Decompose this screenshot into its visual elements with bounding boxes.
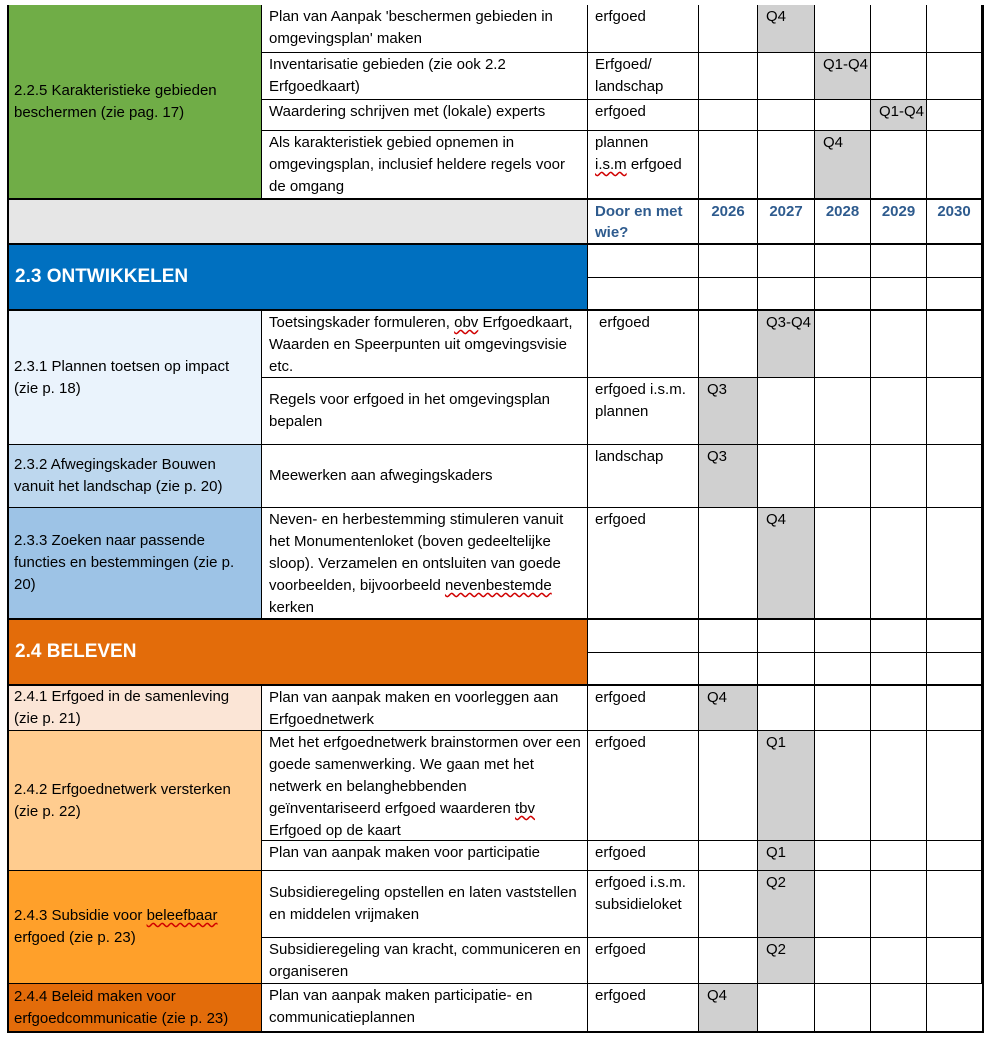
- year-cell-2029: [871, 871, 927, 938]
- year-cell-2026: [699, 5, 758, 53]
- empty-cell: [588, 278, 699, 311]
- quarter-cell-2027: Q4: [758, 508, 815, 620]
- year-cell-2029: [871, 131, 927, 200]
- who-cell: erfgoed: [588, 100, 699, 131]
- task-cell: Meewerken aan afwegingskaders: [262, 445, 588, 508]
- year-cell-2028: [815, 100, 871, 131]
- category-2-4-3: 2.4.3 Subsidie voor beleefbaar erfgoed (zie p. 23): [7, 871, 262, 984]
- empty-cell: [815, 278, 871, 311]
- empty-cell: [815, 653, 871, 686]
- task-cell: Regels voor erfgoed in het omgevingsplan bepalen: [262, 378, 588, 445]
- year-cell-2030: [927, 508, 982, 620]
- who-cell: Erfgoed/ landschap: [588, 53, 699, 100]
- year-cell-2029: [871, 445, 927, 508]
- year-cell-2028: [815, 508, 871, 620]
- year-cell-2026: [699, 841, 758, 871]
- who-cell: erfgoed: [588, 731, 699, 841]
- year-cell-2026: [699, 731, 758, 841]
- empty-cell: [927, 278, 982, 311]
- quarter-cell-2026: Q4: [699, 686, 758, 731]
- empty-cell: [871, 245, 927, 278]
- year-cell-2027: [758, 100, 815, 131]
- empty-cell: [758, 620, 815, 653]
- empty-cell: [699, 653, 758, 686]
- who-cell: erfgoed: [588, 686, 699, 731]
- year-cell-2030: [927, 871, 982, 938]
- empty-cell: [871, 278, 927, 311]
- year-cell-2030: [927, 5, 982, 53]
- quarter-cell-2026: Q3: [699, 445, 758, 508]
- quarter-cell-2027: Q1: [758, 731, 815, 841]
- year-cell-2028: [815, 686, 871, 731]
- year-cell-2026: [699, 53, 758, 100]
- year-cell-2029: [871, 508, 927, 620]
- category-2-4-1: 2.4.1 Erfgoed in de samenleving (zie p. 21): [7, 686, 262, 731]
- who-cell: erfgoed i.s.m. subsidieloket: [588, 871, 699, 938]
- category-2-3-3: 2.3.3 Zoeken naar passende functies en bestemmingen (zie p. 20): [7, 508, 262, 620]
- empty-cell: [588, 245, 699, 278]
- task-cell: Plan van aanpak maken participatie- en communicatieplannen: [262, 984, 588, 1031]
- category-label: 2.2.5 Karakteristieke gebieden beschermen (zie pag. 17): [14, 81, 217, 121]
- year-cell-2030: [927, 378, 982, 445]
- task-cell: Inventarisatie gebieden (zie ook 2.2 Erfgoedkaart): [262, 53, 588, 100]
- quarter-cell-2027: Q2: [758, 938, 815, 984]
- task-cell: Als karakteristiek gebied opnemen in omgevingsplan, inclusief heldere regels voor de omgang: [262, 131, 588, 200]
- task-cell: Plan van Aanpak 'beschermen gebieden in omgevingsplan' maken: [262, 5, 588, 53]
- header-year-2030: 2030: [927, 200, 982, 245]
- year-cell-2027: [758, 131, 815, 200]
- empty-cell: [588, 620, 699, 653]
- year-cell-2029: [871, 311, 927, 378]
- category-2-3-2: 2.3.2 Afwegingskader Bouwen vanuit het landschap (zie p. 20): [7, 445, 262, 508]
- header-blank: [7, 200, 588, 245]
- year-cell-2028: [815, 378, 871, 445]
- section-2-4-title: 2.4 BELEVEN: [7, 620, 588, 686]
- quarter-cell-2026: Q4: [699, 984, 758, 1031]
- empty-cell: [758, 653, 815, 686]
- who-cell: plannen i.s.m erfgoed: [588, 131, 699, 200]
- quarter-cell-2028: Q1-Q4: [815, 53, 871, 100]
- who-cell: erfgoed: [588, 841, 699, 871]
- empty-cell: [927, 653, 982, 686]
- quarter-cell-2029: Q1-Q4: [871, 100, 927, 131]
- empty-cell: [815, 245, 871, 278]
- year-cell-2030: [927, 445, 982, 508]
- who-cell: erfgoed i.s.m. plannen: [588, 378, 699, 445]
- quarter-cell-2027: Q4: [758, 5, 815, 53]
- empty-cell: [699, 620, 758, 653]
- year-cell-2026: [699, 871, 758, 938]
- year-cell-2029: [871, 938, 927, 984]
- empty-cell: [758, 278, 815, 311]
- category-2-4-4: 2.4.4 Beleid maken voor erfgoedcommunicatie (zie p. 23): [7, 984, 262, 1031]
- year-cell-2026: [699, 311, 758, 378]
- planning-table: [7, 5, 984, 1033]
- year-cell-2028: [815, 871, 871, 938]
- task-cell: Waardering schrijven met (lokale) experts: [262, 100, 588, 131]
- header-year-2026: 2026: [699, 200, 758, 245]
- year-cell-2027: [758, 53, 815, 100]
- empty-cell: [871, 653, 927, 686]
- year-cell-2028: [815, 5, 871, 53]
- year-cell-2030: [927, 731, 982, 841]
- year-cell-2029: [871, 686, 927, 731]
- who-cell: erfgoed: [588, 311, 699, 378]
- category-2-2-5: [7, 5, 262, 200]
- quarter-cell-2027: Q3-Q4: [758, 311, 815, 378]
- year-cell-2026: [699, 938, 758, 984]
- empty-cell: [588, 653, 699, 686]
- year-cell-2030: [927, 686, 982, 731]
- empty-cell: [699, 245, 758, 278]
- year-cell-2028: [815, 311, 871, 378]
- empty-cell: [927, 245, 982, 278]
- year-cell-2030: [927, 984, 982, 1031]
- header-who: Door en met wie?: [588, 200, 699, 245]
- year-cell-2027: [758, 378, 815, 445]
- section-2-3-title: 2.3 ONTWIKKELEN: [7, 245, 588, 311]
- header-year-2028: 2028: [815, 200, 871, 245]
- who-cell: erfgoed: [588, 984, 699, 1031]
- empty-cell: [815, 620, 871, 653]
- empty-cell: [699, 278, 758, 311]
- empty-cell: [758, 245, 815, 278]
- category-2-3-1: 2.3.1 Plannen toetsen op impact (zie p. 18): [7, 311, 262, 445]
- task-cell: Subsidieregeling van kracht, communiceren en organiseren: [262, 938, 588, 984]
- year-cell-2030: [927, 131, 982, 200]
- header-year-2029: 2029: [871, 200, 927, 245]
- year-cell-2030: [927, 841, 982, 871]
- quarter-cell-2026: Q3: [699, 378, 758, 445]
- task-cell: Toetsingskader formuleren, obv Erfgoedkaart, Waarden en Speerpunten uit omgevingsvisie etc.: [262, 311, 588, 378]
- who-cell: landschap: [588, 445, 699, 508]
- year-cell-2029: [871, 984, 927, 1031]
- year-cell-2029: [871, 53, 927, 100]
- task-cell: Plan van aanpak maken voor participatie: [262, 841, 588, 871]
- year-cell-2030: [927, 311, 982, 378]
- empty-cell: [927, 620, 982, 653]
- category-2-4-2: 2.4.2 Erfgoednetwerk versterken (zie p. 22): [7, 731, 262, 871]
- quarter-cell-2027: Q1: [758, 841, 815, 871]
- task-cell: Neven- en herbestemming stimuleren vanuit het Monumentenloket (boven gedeeltelijke sloop). Verzamelen en ontsluiten van goede voorbeelden, bijvoorbeeld nevenbestemde kerken: [262, 508, 588, 620]
- year-cell-2028: [815, 841, 871, 871]
- year-cell-2027: [758, 445, 815, 508]
- year-cell-2030: [927, 100, 982, 131]
- task-cell: Plan van aanpak maken en voorleggen aan Erfgoednetwerk: [262, 686, 588, 731]
- year-cell-2030: [927, 938, 982, 984]
- task-cell: Met het erfgoednetwerk brainstormen over een goede samenwerking. We gaan met het netwerk en belanghebbenden geïnventariseerd erfgoed waarderen tbv Erfgoed op de kaart: [262, 731, 588, 841]
- year-cell-2027: [758, 984, 815, 1031]
- year-cell-2027: [758, 686, 815, 731]
- header-year-2027: 2027: [758, 200, 815, 245]
- year-cell-2030: [927, 53, 982, 100]
- year-cell-2028: [815, 984, 871, 1031]
- year-cell-2026: [699, 508, 758, 620]
- empty-cell: [871, 620, 927, 653]
- who-cell: erfgoed: [588, 5, 699, 53]
- year-cell-2026: [699, 131, 758, 200]
- left-border: [7, 5, 9, 1031]
- task-cell: Subsidieregeling opstellen en laten vaststellen en middelen vrijmaken: [262, 871, 588, 938]
- who-cell: erfgoed: [588, 508, 699, 620]
- year-cell-2029: [871, 841, 927, 871]
- year-cell-2029: [871, 731, 927, 841]
- year-cell-2029: [871, 5, 927, 53]
- quarter-cell-2028: Q4: [815, 131, 871, 200]
- who-cell: erfgoed: [588, 938, 699, 984]
- year-cell-2028: [815, 731, 871, 841]
- year-cell-2026: [699, 100, 758, 131]
- year-cell-2028: [815, 938, 871, 984]
- year-cell-2028: [815, 445, 871, 508]
- year-cell-2029: [871, 378, 927, 445]
- quarter-cell-2027: Q2: [758, 871, 815, 938]
